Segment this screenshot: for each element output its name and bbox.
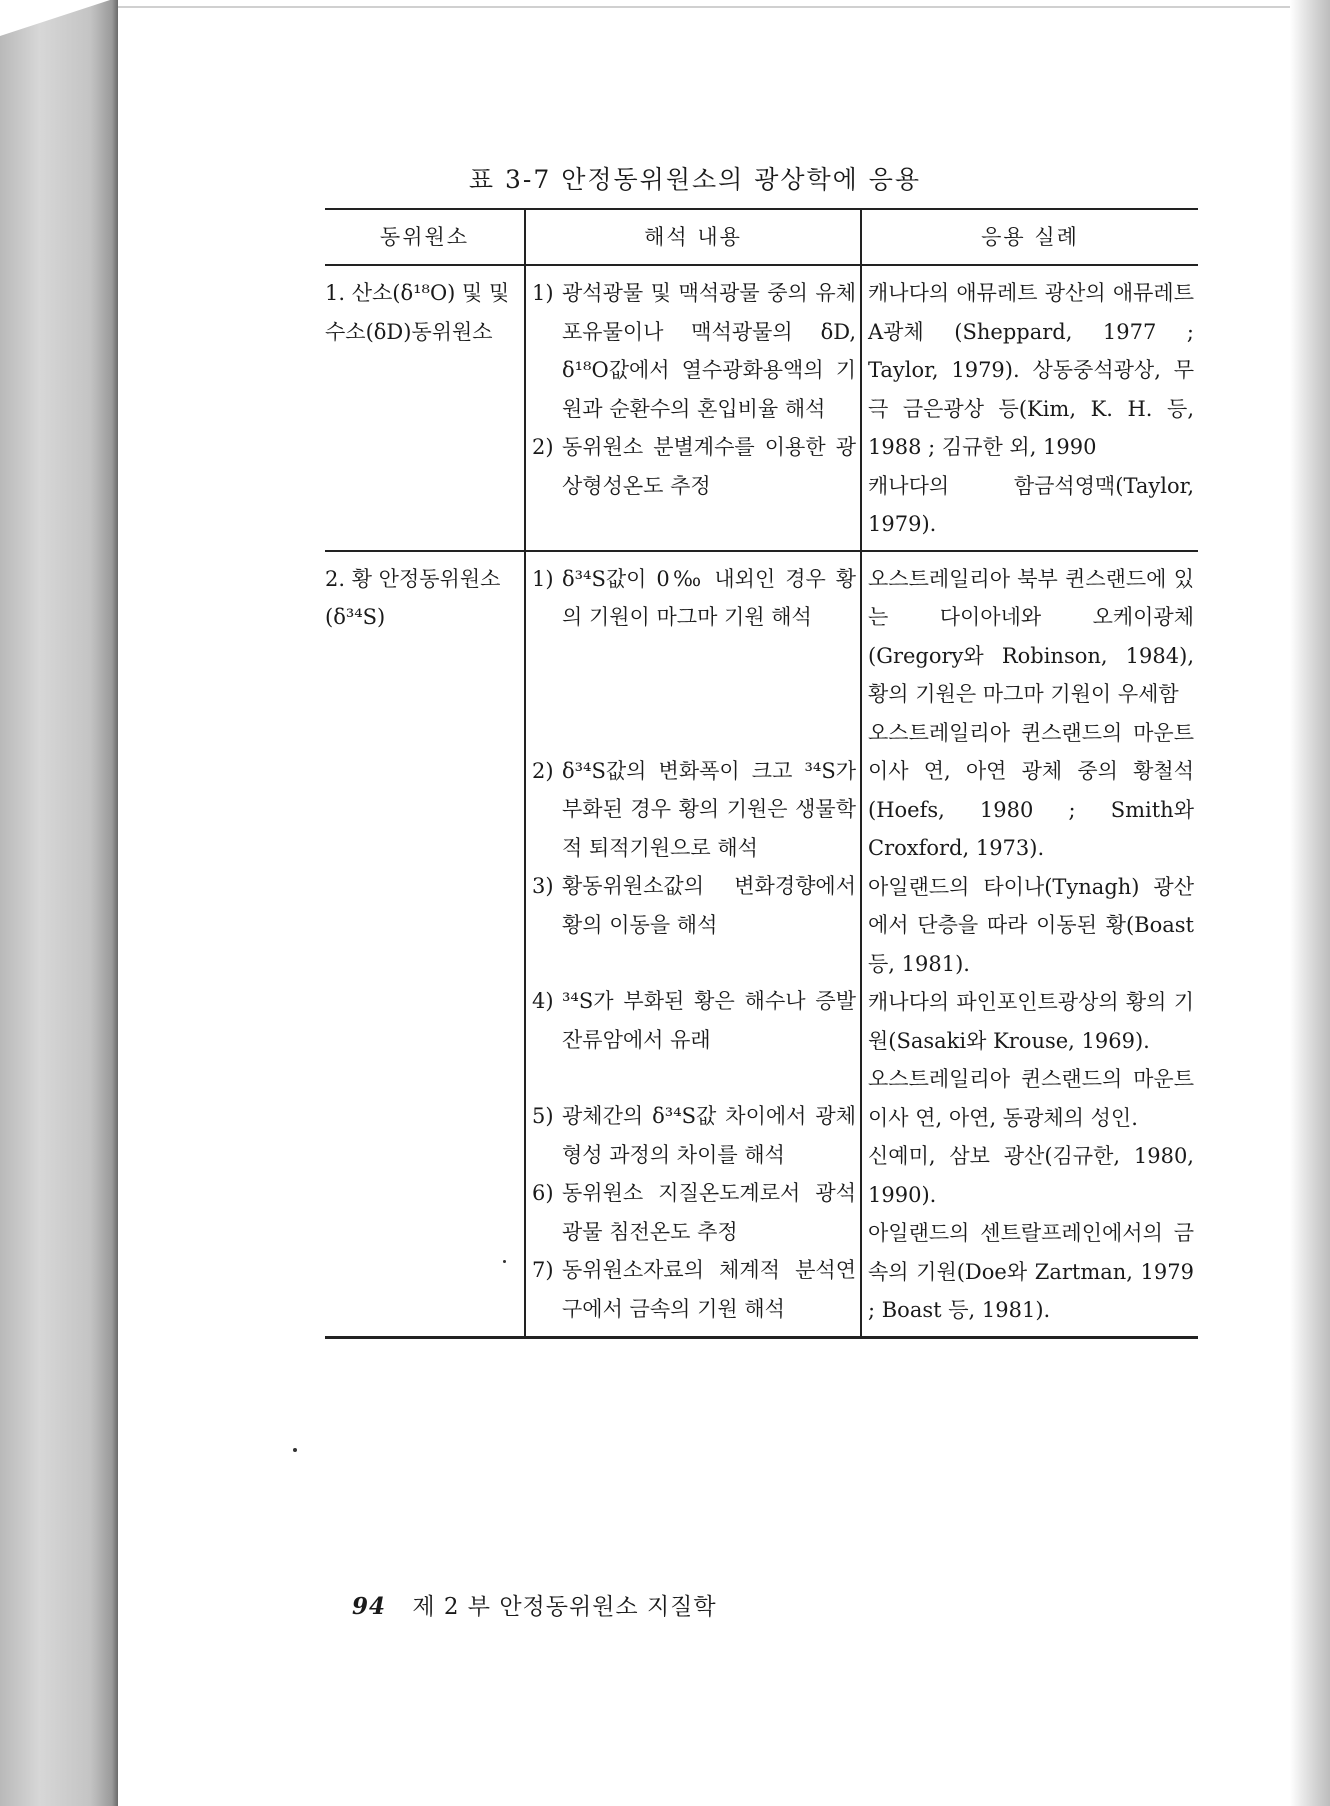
item-text: 동위원소 분별계수를 이용한 광상형성온도 추정 [562, 435, 856, 498]
table-row [325, 551, 1198, 1338]
header-interpretation: 해석 내용 [525, 209, 861, 265]
example-text: 오스트레일리아 북부 퀸스랜드에 있는 다이아네와 오케이광체(Gregory와 Robinson, 1984), 황의 기원은 마그마 기원이 우세함 [868, 566, 1194, 706]
footer-chapter: 제 2 부 안정동위원소 지질학 [412, 1594, 717, 1620]
item-number: 5) [532, 1104, 554, 1128]
example-text: 오스트레일리아 퀸스랜드의 마운트이사 연, 아연, 동광체의 성인. [868, 1067, 1194, 1130]
item-text: ³⁴S가 부화된 황은 해수나 증발 잔류암에서 유래 [562, 989, 856, 1052]
example-text: 아일랜드의 타이나(Tynagh) 광산에서 단층을 따라 이동된 황(Boast 등, 1981). [868, 874, 1194, 976]
item-text: 광석광물 및 맥석광물 중의 유체포유물이나 맥석광물의 δD, δ¹⁸O값에서 열수광화용액의 기원과 순환수의 혼입비율 해석 [562, 281, 856, 421]
list-item [532, 1174, 856, 1251]
table-title: 표 3-7 안정동위원소의 광상학에 응용 [468, 165, 922, 194]
interpretation-cell [525, 551, 861, 1338]
page-fold [0, 0, 110, 36]
header-isotope: 동위원소 [325, 209, 525, 265]
item-text: 광체간의 δ³⁴S값 차이에서 광체형성 과정의 차이를 해석 [562, 1104, 856, 1167]
category-cell: 1. 산소(δ¹⁸O) 및 및 수소(δD)동위원소 [325, 265, 525, 551]
list-item [532, 982, 856, 1059]
example-text: 신예미, 삼보 광산(김규한, 1980, 1990). [868, 1144, 1194, 1207]
example-text: 캐나다의 함금석영맥(Taylor, 1979). [868, 473, 1194, 536]
scan-speck [503, 1260, 506, 1263]
example-cell [861, 551, 1198, 1338]
page-number: 94 [352, 1593, 387, 1620]
list-item [532, 560, 856, 637]
list-item [532, 752, 856, 868]
list-item [532, 428, 856, 505]
table-row [325, 265, 1198, 551]
item-number: 2) [532, 758, 554, 783]
list-item [532, 1097, 856, 1174]
example-text: 캐나다의 파인포인트광상의 황의 기원(Sasaki와 Krouse, 1969). [868, 990, 1194, 1053]
list-item [532, 867, 856, 944]
page-top-edge [118, 6, 1290, 8]
book-spine-shadow [0, 0, 118, 1806]
example-cell [861, 265, 1198, 551]
page-right-shadow [1290, 0, 1330, 1806]
item-text: 황동위원소값의 변화경향에서 황의 이동을 해석 [562, 874, 856, 937]
isotope-table [325, 208, 1198, 1339]
item-number: 3) [532, 874, 554, 898]
example-text: 캐나다의 애뮤레트 광산의 애뮤레트 A광체 (Sheppard, 1977 ; Taylor, 1979). 상동중석광상, 무극 금은광상 등(Kim, K. H. 등, 1988 ; 김규한 외, 1990 [868, 281, 1194, 459]
item-text: 동위원소 지질온도계로서 광석광물 침전온도 추정 [562, 1181, 856, 1244]
table-header-row [325, 209, 1198, 265]
example-text: 아일랜드의 센트랄프레인에서의 금속의 기원(Doe와 Zartman, 1979 ; Boast 등, 1981). [868, 1221, 1194, 1322]
item-text: 동위원소자료의 체계적 분석연구에서 금속의 기원 해석 [562, 1258, 856, 1321]
scan-speck [293, 1448, 297, 1452]
item-number: 7) [532, 1258, 554, 1282]
item-text: δ³⁴S값이 0‰ 내외인 경우 황의 기원이 마그마 기원 해석 [562, 566, 856, 629]
header-examples: 응용 실례 [861, 209, 1198, 265]
item-number: 6) [532, 1181, 554, 1205]
list-item [532, 274, 856, 428]
item-number: 4) [532, 989, 554, 1013]
item-text: δ³⁴S값의 변화폭이 크고 ³⁴S가 부화된 경우 황의 기원은 생물학적 퇴적기원으로 해석 [562, 758, 856, 860]
interpretation-cell [525, 265, 861, 551]
item-number: 2) [532, 435, 554, 459]
example-text: 오스트레일리아 퀸스랜드의 마운트이사 연, 아연 광체 중의 황철석(Hoefs, 1980 ; Smith와 Croxford, 1973). [868, 720, 1194, 860]
category-cell: 2. 황 안정동위원소(δ³⁴S) [325, 551, 525, 1338]
item-number: 1) [532, 281, 554, 305]
page-footer [352, 1588, 717, 1621]
item-number: 1) [532, 566, 554, 591]
list-item [532, 1251, 856, 1328]
